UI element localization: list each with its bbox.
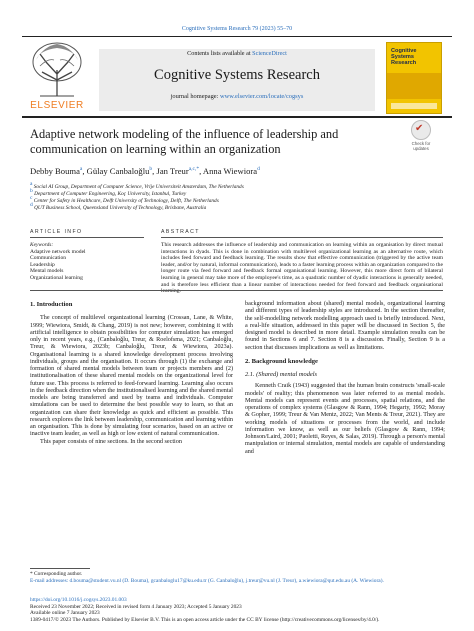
cover-band — [387, 73, 441, 99]
elsevier-wordmark: ELSEVIER — [30, 100, 84, 111]
abstract-divider — [161, 237, 443, 238]
keyword: Leadership — [30, 261, 55, 268]
online-date: Available online 7 January 2023 — [30, 610, 100, 616]
doi-link[interactable]: https://doi.org/10.1016/j.cogsys.2023.01.003 — [30, 597, 127, 603]
abstract-end-divider — [30, 290, 443, 291]
bookmark-icon: ✔ — [415, 123, 424, 134]
badge-label: Check for updates — [411, 141, 431, 151]
affiliation-mark: d — [30, 202, 33, 208]
keyword: Communication — [30, 255, 67, 262]
abstract-heading: ABSTRACT — [161, 229, 200, 235]
paragraph: background information about (shared) mental models, organizational learning and different types of leadership styles are introduced. In the section thereafter, the self-modelling network modelling approach used is briefly introduced. Next, a real-life situation, addressed in this paper will be discussed in Section 5, the designed model is described in more detail. Example simulation results can be found in Sections 6 and 7. Section 8 is a discussion. Finally, Section 9 is a section that discusses implications as well as limitations. — [245, 301, 445, 351]
contents-prefix: Contents lists available at — [187, 50, 251, 57]
author-name[interactable]: Gülay Canbaloğlu — [86, 166, 150, 176]
affiliation-text: Social AI Group, Department of Computer Science, Vrije Universiteit Amsterdam, The Netherlands — [33, 183, 244, 190]
affiliation-mark: b — [30, 188, 33, 194]
keyword: Mental models — [30, 268, 64, 275]
journal-citation[interactable]: Cognitive Systems Research 79 (2023) 55–70 — [181, 26, 293, 32]
journal-homepage — [99, 93, 375, 100]
article-title: Adaptive network modeling of the influence of leadership and communication on learning within an organization — [30, 127, 339, 156]
article-info-divider — [30, 237, 144, 238]
section-heading-background: 2. Background knowledge — [245, 357, 318, 365]
author-affiliation-mark[interactable]: d — [257, 166, 260, 173]
keywords-label: Keywords: — [30, 242, 54, 248]
elsevier-tree-icon — [30, 40, 84, 98]
received-dates: Received 23 November 2022; Received in revised form 4 January 2023; Accepted 5 January 2023 — [30, 603, 242, 610]
sciencedirect-link[interactable]: ScienceDirect — [252, 50, 287, 57]
author-affiliation-mark[interactable]: a — [79, 166, 83, 173]
affiliation-mark: a — [30, 181, 33, 187]
paragraph: The concept of multilevel organizational learning (Crossan, Lane, & White, 1999; Wiewiora, Smidt, & Chang, 2019) is not new; however, combining it with artificial intelligence to obtain possibilities for computer simulation has emerged only in recent years, e.g., (Canbaloğlu, Treur, & Roelofsma, 2021; Canbaloğlu, Treur, & Wiewiora, 2023b; Canbaloğlu, Treur, & Wiewiora, 2023a). Organisational learning is a shared knowledge development process involving individuals, groups and the organisation. It occurs through (1) the exchange and formation of shared mental models between team or projects members and (2) institutionalisation of these shared mental models on the organizational level for future use. This process is referred to feed-forward learning. Learning also occurs in the feedback direction when the institutionalised learning and the shared mental models are being transferred and used by teams and individuals. Computer simulations can be used to determine the best possible way to learn, so that an organization can share their knowledge as quick and efficient as possible. This research explores the link between leadership, communication and learning within an organisation. This is done by simulating four scenarios, based on an active or inactive team leader, as well as high or low extent of natural communication. — [30, 315, 233, 438]
author-name[interactable]: Jan Treur — [156, 166, 189, 176]
corresponding-author-note: * Corresponding author. — [30, 571, 83, 577]
license-line: 1389-0417/© 2023 The Authors. Published by Elsevier B.V. This is an open access article under the CC BY license (http://creativecommons.org/licenses/by/4.0/). — [30, 616, 380, 623]
footnote-divider — [30, 568, 90, 569]
left-column — [30, 301, 233, 446]
article-info-heading: ARTICLE INFO — [30, 229, 83, 235]
footer — [30, 597, 450, 623]
header-divider — [22, 116, 452, 118]
affiliation-mark: c — [30, 195, 33, 201]
affiliation-text: Department of Computer Engineering, Koç University, Istanbul, Turkey — [34, 190, 187, 197]
journal-cover-thumbnail[interactable] — [386, 42, 442, 114]
author-affiliation-mark[interactable]: a,c,* — [188, 166, 200, 173]
email-addresses[interactable]: E-mail addresses: d.bouma@student.vu.nl (D. Bouma), gcanbaloglu17@ku.edu.tr (G. Canbaloğlu), j.treur@vu.nl (J. Treur), a.wiewiora@qut.edu.au (A. Wiewiora). — [30, 578, 384, 584]
author-name[interactable]: Anna Wiewiora — [202, 166, 258, 176]
journal-title: Cognitive Systems Research — [154, 67, 320, 83]
homepage-prefix: journal homepage: — [170, 93, 219, 100]
keyword: Adaptive network model — [30, 249, 86, 255]
right-column — [245, 301, 445, 456]
affiliation-text: QUT Business School, Queensland University of Technology, Brisbane, Australia — [34, 204, 207, 211]
subsection-heading-mental-models: 2.1. (Shared) mental models — [245, 371, 318, 378]
keyword: Organizational learning — [30, 274, 83, 281]
abstract-text: This research addresses the influence of leadership and communication on learning within an organisation by direct mutual interactions in dyads. This is done in combination with multilevel organizational learning as an alternative route, which includes feed forward and feedback learning. The results show that effective communication (triggered by the active team leader, and/or by natural, informal communication), leads to a faster learning process within an organization compared to the longer route via feed forward and feedback formal organisational learning. However, this more direct form of bilateral learning in general may take more of the employee's time, as a quadratic number of dyadic interactions is generally needed, and is therefore less efficient than a linear number of interactions needed for feed forward and feedback organisational learning. — [161, 242, 443, 295]
homepage-link[interactable]: www.elsevier.com/locate/cogsys — [220, 93, 304, 100]
affiliation-text: Center for Safety in Healthcare, Delft University of Technology, Delft, The Netherlands — [33, 197, 219, 204]
elsevier-logo — [22, 40, 92, 112]
top-divider — [22, 36, 452, 37]
author-list: Debby Bouma$^a$, Gülay Canbaloğlu$^b$, Jan Treur$^{a,c,*}$, Anna Wiewiora$^d$ — [30, 166, 260, 176]
keywords-list — [30, 249, 140, 281]
paragraph: This paper consists of nine sections. In the second section — [40, 438, 182, 445]
check-for-updates-badge[interactable] — [405, 120, 437, 154]
affiliation — [30, 202, 450, 212]
cover-stripe — [391, 103, 437, 109]
contents-line — [99, 50, 375, 57]
paragraph: Kenneth Craik (1943) suggested that the human brain constructs 'small-scale models' of reality; this phenomenon was later referred to as mental models. Mental models can represent events and processes, spatial relations, and the operations of complex systems (Glasgow & Rann, 1994; Hegarty, 1992; Moray & Gopher, 1999; Treur & Van Mentz, 2022; Van Ments & Treur, 2021). They are working models of situations or processes from the world, and include information we know, as well as our beliefs (Glasgow & Rann, 1994; Johnson/Laird, 2001; Paoletti, Reyes, & Salas, 2019). Through a person's mental manipulation or internal simulation, mental models are capable of understanding and — [245, 383, 445, 455]
author-name[interactable]: Debby Bouma — [30, 166, 80, 176]
section-heading-introduction: 1. Introduction — [30, 301, 73, 308]
cover-title: Cognitive Systems Research — [391, 48, 417, 67]
author-affiliation-mark[interactable]: b — [149, 166, 153, 173]
